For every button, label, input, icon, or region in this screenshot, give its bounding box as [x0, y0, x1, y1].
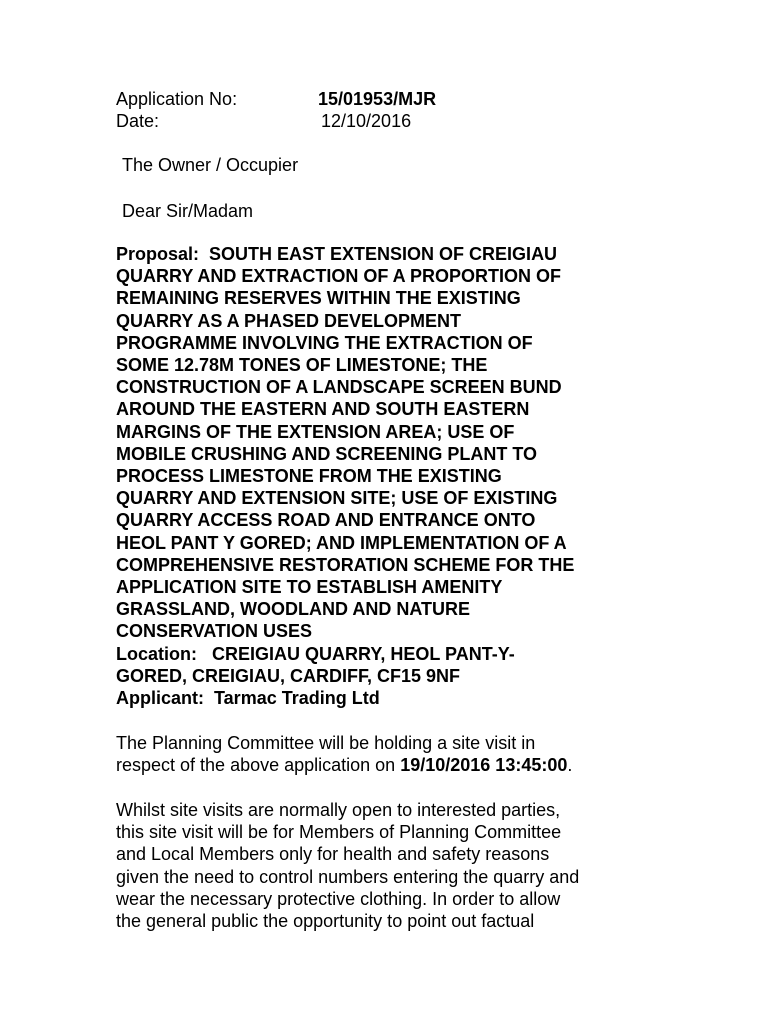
location-text: GORED, CREIGIAU, CARDIFF, CF15 9NF [116, 665, 461, 686]
proposal-text-line: MARGINS OF THE EXTENSION AREA; USE OF [116, 421, 515, 442]
application-number-row [116, 88, 237, 110]
addressee: The Owner / Occupier [122, 155, 299, 175]
proposal-text-line: SOME 12.78M TONES OF LIMESTONE; THE [116, 355, 488, 376]
site-visit-line [116, 754, 656, 776]
proposal-block [116, 243, 656, 709]
proposal-text-line: HEOL PANT Y GORED; AND IMPLEMENTATION OF A [116, 532, 567, 553]
date-label: Date: [116, 111, 160, 131]
proposal-text-line: REMAINING RESERVES WITHIN THE EXISTING [116, 288, 521, 309]
proposal-text-line: COMPREHENSIVE RESTORATION SCHEME FOR THE [116, 554, 575, 575]
applicant-line [116, 687, 656, 709]
proposal-text-line: MOBILE CRUSHING AND SCREENING PLANT TO [116, 443, 538, 464]
proposal-text-line: QUARRY AND EXTENSION SITE; USE OF EXISTING [116, 488, 558, 509]
notice-line: wear the necessary protective clothing. In order to allow [116, 888, 561, 909]
notice-line: given the need to control numbers entering the quarry and [116, 866, 580, 887]
proposal-text-line: CONSTRUCTION OF A LANDSCAPE SCREEN BUND [116, 377, 562, 398]
applicant-name: Tarmac Trading Ltd [214, 688, 380, 709]
site-visit-datetime: 19/10/2016 13:45:00 [400, 755, 568, 776]
proposal-text-line: APPLICATION SITE TO ESTABLISH AMENITY [116, 577, 503, 598]
site-visit-prefix: respect of the above application on [116, 755, 396, 776]
proposal-text-line: QUARRY AS A PHASED DEVELOPMENT [116, 310, 462, 331]
salutation: Dear Sir/Madam [122, 201, 254, 221]
proposal-text-line: CONSERVATION USES [116, 621, 313, 642]
location-label: Location: [116, 643, 197, 664]
proposal-text-line: PROCESS LIMESTONE FROM THE EXISTING [116, 466, 502, 487]
application-number-label: Application No: [116, 89, 238, 109]
notice-line: the general public the opportunity to point out factual [116, 911, 535, 932]
proposal-label: Proposal: [116, 244, 200, 264]
letter-date: 12/10/2016 [321, 111, 412, 131]
notice-line: and Local Members only for health and safety reasons [116, 844, 550, 865]
proposal-text-line: AROUND THE EASTERN AND SOUTH EASTERN [116, 399, 530, 420]
site-visit-suffix: . [567, 755, 573, 776]
date-row [116, 110, 159, 132]
site-visit-paragraph [116, 732, 656, 776]
proposal-text-line: GRASSLAND, WOODLAND AND NATURE [116, 599, 470, 620]
proposal-text-line: QUARRY AND EXTRACTION OF A PROPORTION OF [116, 266, 562, 287]
application-number: 15/01953/MJR [318, 89, 437, 109]
location-text: CREIGIAU QUARRY, HEOL PANT-Y- [212, 643, 515, 664]
notice-line: this site visit will be for Members of Planning Committee [116, 822, 562, 843]
notice-paragraph [116, 799, 656, 932]
proposal-text-line: QUARRY ACCESS ROAD AND ENTRANCE ONTO [116, 510, 536, 531]
location-first-line [116, 643, 656, 665]
notice-line: Whilst site visits are normally open to interested parties, [116, 800, 561, 820]
proposal-first-line [116, 243, 656, 265]
applicant-label: Applicant: [116, 688, 204, 709]
site-visit-line: The Planning Committee will be holding a site visit in [116, 733, 536, 753]
proposal-text-line: PROGRAMME INVOLVING THE EXTRACTION OF [116, 332, 533, 353]
proposal-text-line: SOUTH EAST EXTENSION OF CREIGIAU [209, 244, 558, 264]
